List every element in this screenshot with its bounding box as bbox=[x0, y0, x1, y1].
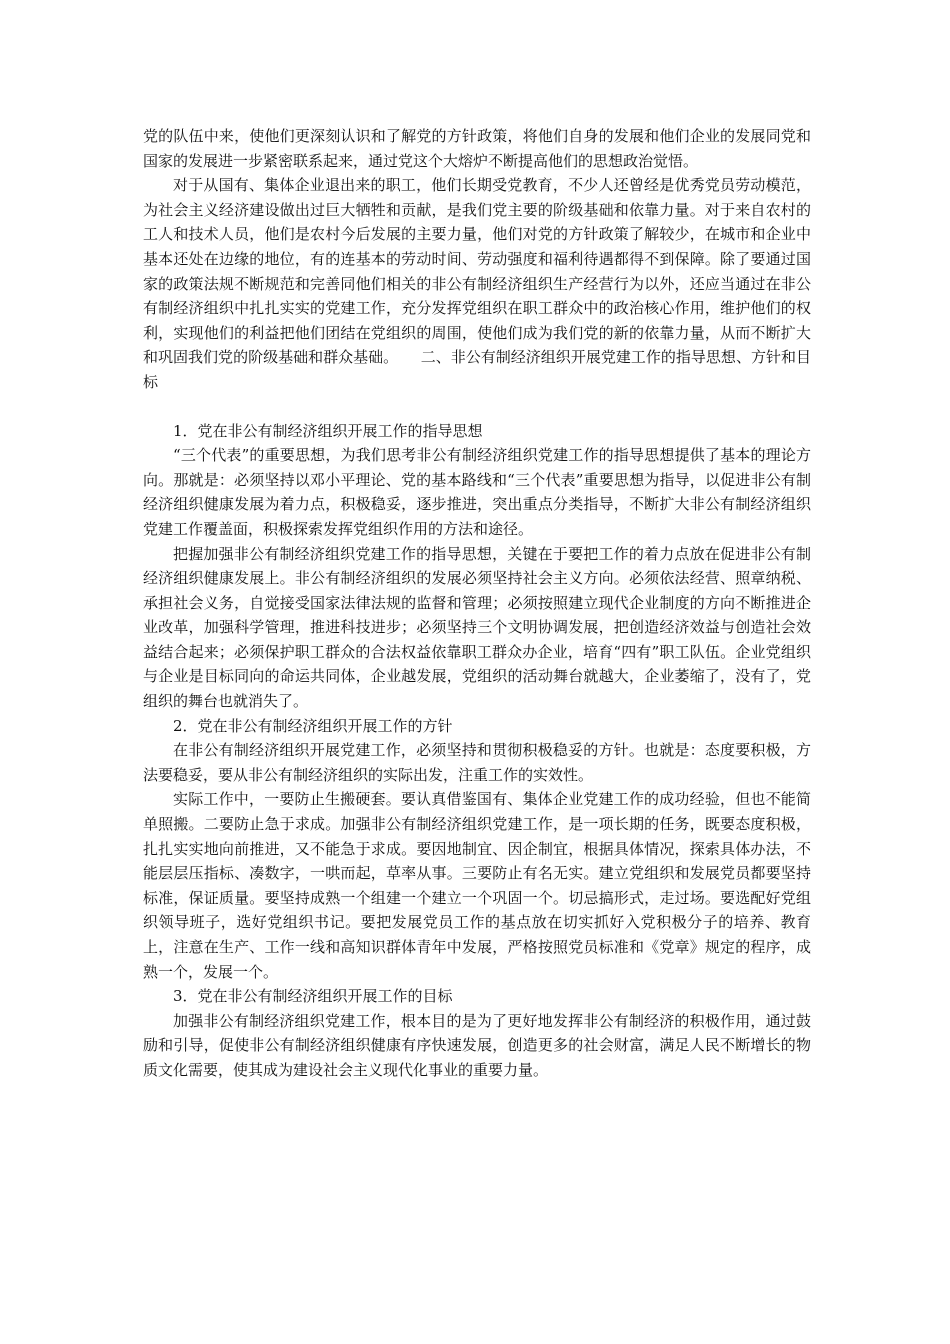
paragraph-goal: 加强非公有制经济组织党建工作，根本目的是为了更好地发挥非公有制经济的积极作用，通过鼓励和引导，促使非公有制经济组织健康有序快速发展，创造更多的社会财富，满足人民不断增长的物质文化需要，使其成为建设社会主义现代化事业的重要力量。 bbox=[143, 1011, 811, 1079]
section-heading-goal: 3．党在非公有制经济组织开展工作的目标 bbox=[173, 987, 453, 1006]
paragraph-continuation: 党的队伍中来，使他们更深刻认识和了解党的方针政策，将他们自身的发展和他们企业的发展同党和国家的发展进一步紧密联系起来，通过党这个大熔炉不断提高他们的思想政治觉悟。 bbox=[143, 127, 811, 170]
paragraph-workers: 对于从国有、集体企业退出来的职工，他们长期受党教育，不少人还曾经是优秀党员劳动模范，为社会主义经济建设做出过巨大牺牲和贡献，是我们党主要的阶级基础和依靠力量。对于来自农村的工人和技术人员，他们是农村今后发展的主要力量，他们对党的方针政策了解较少，在城市和企业中基本还处在边缘的地位，有的连基本的劳动时间、劳动强度和福利待遇都得不到保障。除了要通过国家的政策法规不断规范和完善同他们相关的非公有制经济组织生产经营行为以外，还应当通过在非公有制经济组织中扎扎实实的党建工作，充分发挥党组织在职工群众中的政治核心作用，维护他们的权利，实现他们的利益把他们团结在党组织的周围，使他们成为我们党的新的依靠力量，从而不断扩大和巩固我们党的阶级基础和群众基础。 二、非公有制经济组织开展党建工作的指导思想、方针和目标 bbox=[143, 176, 811, 391]
paragraph-guiding-principle: 把握加强非公有制经济组织党建工作的指导思想，关键在于要把工作的着力点放在促进非公有制经济组织健康发展上。非公有制经济组织的发展必须坚持社会主义方向。必须依法经营、照章纳税、承担社会义务，自觉接受国家法律法规的监督和管理；必须按照建立现代企业制度的方向不断推进企业改革，加强科学管理，推进科技进步；必须坚持三个文明协调发展，把创造经济效益与创造社会效益结合起来；必须保护职工群众的合法权益依靠职工群众办企业，培育“四有”职工队伍。企业党组织与企业是目标同向的命运共同体，企业越发展，党组织的活动舞台就越大，企业萎缩了，没有了，党组织的舞台也就消失了。 bbox=[143, 544, 811, 711]
paragraph-three-represents: “三个代表”的重要思想，为我们思考非公有制经济组织党建工作的指导思想提供了基本的理论方向。那就是：必须坚持以邓小平理论、党的基本路线和“三个代表”重要思想为指导，以促进非公有制经济组织健康发展为着力点，积极稳妥，逐步推进，突出重点分类指导，不断扩大非公有制经济组织党建工作覆盖面，积极探索发挥党组织作用的方法和途径。 bbox=[143, 446, 811, 538]
paragraph-policy: 在非公有制经济组织开展党建工作，必须坚持和贯彻积极稳妥的方针。也就是：态度要积极，方法要稳妥，要从非公有制经济组织的实际出发，注重工作的实效性。 bbox=[143, 741, 811, 784]
section-heading-policy: 2．党在非公有制经济组织开展工作的方针 bbox=[173, 716, 453, 735]
paragraph-practice: 实际工作中，一要防止生搬硬套。要认真借鉴国有、集体企业党建工作的成功经验，但也不能简单照搬。二要防止急于求成。加强非公有制经济组织党建工作，是一项长期的任务，既要态度积极，扎扎实实地向前推进，又不能急于求成。要因地制宜、因企制宜，根据具体情况，探索具体办法，不能层层压指标、凑数字，一哄而起，草率从事。三要防止有名无实。建立党组织和发展党员都要坚持标准，保证质量。要坚持成熟一个组建一个建立一个巩固一个。切忌搞形式，走过场。要选配好党组织领导班子，选好党组织书记。要把发展党员工作的基点放在切实抓好入党积极分子的培养、教育上，注意在生产、工作一线和高知识群体青年中发展，严格按照党员标准和《党章》规定的程序，成熟一个，发展一个。 bbox=[143, 790, 811, 981]
section-heading-guiding-thought: 1．党在非公有制经济组织开展工作的指导思想 bbox=[173, 421, 483, 440]
document-body bbox=[143, 124, 811, 1083]
paragraph-gap bbox=[143, 395, 811, 419]
